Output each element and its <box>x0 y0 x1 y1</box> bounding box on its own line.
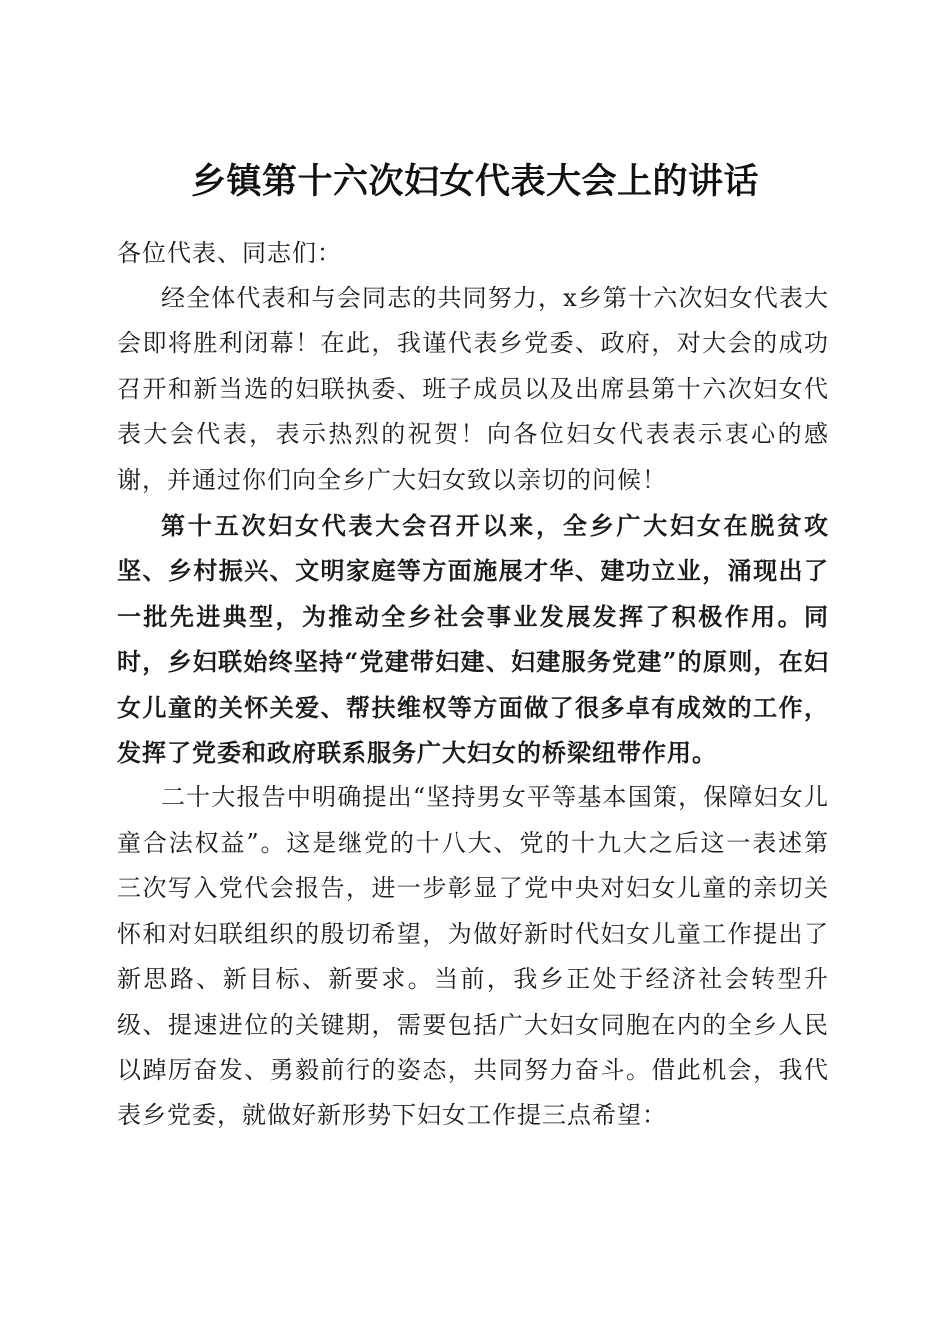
paragraph-1: 经全体代表和与会同志的共同努力，x乡第十六次妇女代表大会即将胜利闭幕！在此，我谨代表乡党委、政府，对大会的成功召开和新当选的妇联执委、班子成员以及出席县第十六次妇女代表大会代表，表示热烈的祝贺！向各位妇女代表表示衷心的感谢，并通过你们向全乡广大妇女致以亲切的问候！ <box>117 284 829 494</box>
paragraph-2: 第十五次妇女代表大会召开以来，全乡广大妇女在脱贫攻坚、乡村振兴、文明家庭等方面施展才华、建功立业，涌现出了一批先进典型，为推动全乡社会事业发展发挥了积极作用。同时，乡妇联始终坚持“党建带妇建、妇建服务党建”的原则，在妇女儿童的关怀关爱、帮扶维权等方面做了很多卓有成效的工作，发挥了党委和政府联系服务广大妇女的桥梁纽带作用。 <box>117 511 829 768</box>
paragraph-3: 二十大报告中明确提出“坚持男女平等基本国策，保障妇女儿童合法权益”。这是继党的十八大、党的十九大之后这一表述第三次写入党代会报告，进一步彰显了党中央对妇女儿童的亲切关怀和对妇联组织的殷切希望，为做好新时代妇女儿童工作提出了新思路、新目标、新要求。当前，我乡正处于经济社会转型升级、提速进位的关键期，需要包括广大妇女同胞在内的全乡人民以踔厉奋发、勇毅前行的姿态，共同努力奋斗。借此机会，我代表乡党委，就做好新形势下妇女工作提三点希望： <box>117 783 829 1130</box>
document-title: 乡镇第十六次妇女代表大会上的讲话 <box>190 162 759 203</box>
salutation: 各位代表、同志们： <box>117 239 342 267</box>
document-body <box>117 231 829 1139</box>
